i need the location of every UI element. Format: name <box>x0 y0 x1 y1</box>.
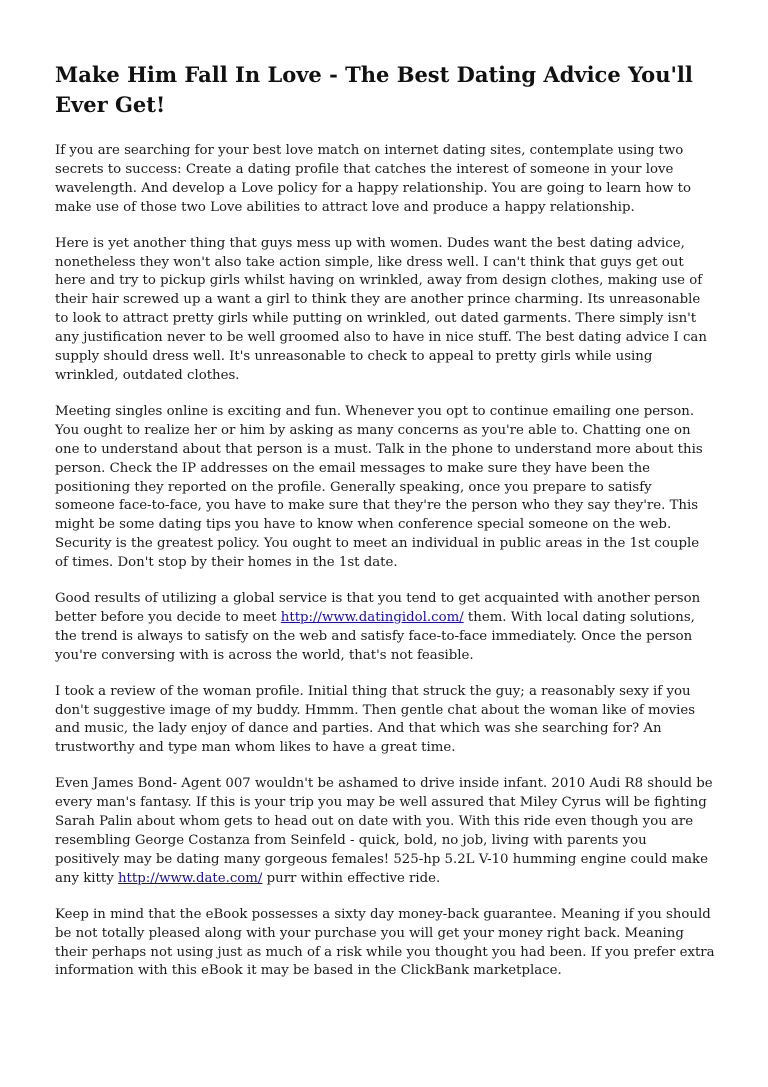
paragraph-5: I took a review of the woman profile. Initial thing that struck the guy; a reasonably sexy if you don't suggestive image of my buddy. Hmmm. Then gentle chat about the woman like of movies and music, the lady enjoy of dance and parties. And that which was she searching for? An trustworthy and type man whom likes to have a great time. <box>55 683 696 756</box>
paragraph-2: Here is yet another thing that guys mess up with women. Dudes want the best dating advice, nonetheless they won't also take action simple, like dress well. I can't think that guys get out here and try to pickup girls whilst having on wrinkled, away from design clothes, making use of their hair screwed up a want a girl to think they are another prince charming. Its unreasonable to look to attract pretty girls while putting on wrinkled, out dated garments. There simply isn't any justification never to be well groomed also to have in nice stuff. The best dating advice I can supply should dress well. It's unreasonable to check to appeal to pretty girls while using wrinkled, outdated clothes. <box>55 235 707 383</box>
paragraph-4 <box>55 590 715 666</box>
date-com-link[interactable]: http://www.date.com/ <box>117 870 263 886</box>
paragraph-6-text-after: purr within effective ride. <box>262 870 441 886</box>
document-title: Make Him Fall In Love - The Best Dating Advice You'll Ever Get! <box>55 62 693 117</box>
paragraph-6-text-before: Even James Bond- Agent 007 wouldn't be ashamed to drive inside infant. 2010 Audi R8 should be every man's fantasy. If this is your trip you may be well assured that Miley Cyrus will be fighting Sarah Palin about whom gets to head out on date with you. With this ride even though you are resembling George Costanza from Seinfeld - quick, bold, no job, living with parents you positively may be dating many gorgeous females! 525-hp 5.2L V-10 humming engine could make any kitty <box>55 776 713 886</box>
paragraph-4-text-before: Good results of utilizing a global service is that you tend to get acquainted with another person better before you decide to meet <box>55 591 701 625</box>
paragraph-3: Meeting singles online is exciting and fun. Whenever you opt to continue emailing one person. You ought to realize her or him by asking as many concerns as you're able to. Chatting one on one to understand about that person is a must. Talk in the phone to understand more about this person. Check the IP addresses on the email messages to make sure they have been the positioning they reported on the profile. Generally speaking, once you prepare to satisfy someone face-to-face, you have to make sure that they're the person who they say they're. This might be some dating tips you have to know when conference special someone on the web. Security is the greatest policy. You ought to meet an individual in public areas in the 1st couple of times. Don't stop by their homes in the 1st date. <box>55 403 703 571</box>
document-page <box>55 60 715 998</box>
paragraph-4-text-after: them. With local dating solutions, the trend is always to satisfy on the web and satisfy face-to-face immediately. Once the person you're conversing with is across the world, that's not feasible. <box>55 609 695 663</box>
datingidol-link[interactable]: http://www.datingidol.com/ <box>280 609 464 625</box>
paragraph-1: If you are searching for your best love match on internet dating sites, contemplate using two secrets to success: Create a dating profile that catches the interest of someone in your love wavelength. And develop a Love policy for a happy relationship. You are going to learn how to make use of those two Love abilities to attract love and produce a happy relationship. <box>55 143 691 215</box>
paragraph-6 <box>55 775 715 888</box>
paragraph-7: Keep in mind that the eBook possesses a sixty day money-back guarantee. Meaning if you should be not totally pleased along with your purchase you will get your money right back. Meaning their perhaps not using just as much of a risk while you thought you had been. If you prefer extra information with this eBook it may be based in the ClickBank marketplace. <box>55 906 715 979</box>
